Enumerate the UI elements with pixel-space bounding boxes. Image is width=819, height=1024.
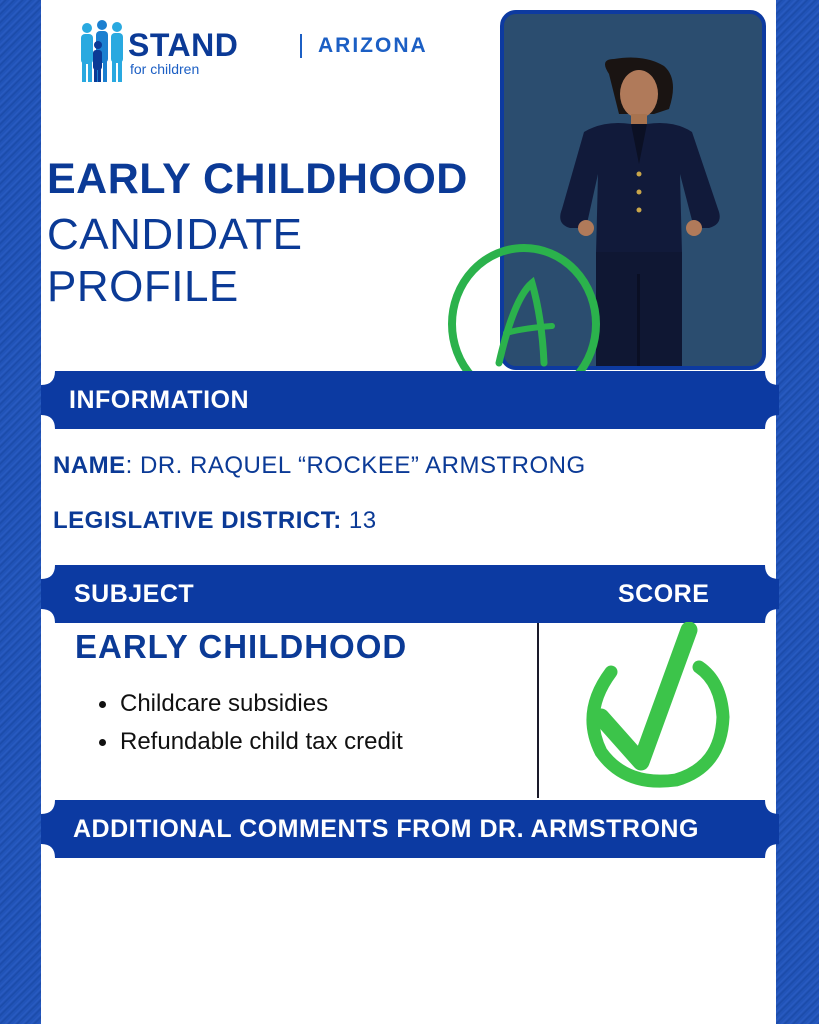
district-label: LEGISLATIVE DISTRICT:: [53, 507, 342, 534]
brand-tagline: for children: [130, 61, 200, 77]
candidate-name: [53, 452, 586, 480]
right-border: [776, 0, 819, 1024]
district-value: 13: [341, 507, 377, 534]
brand-name: STAND: [128, 27, 239, 63]
check-mark-icon: [571, 622, 731, 790]
subject-title: EARLY CHILDHOOD: [75, 628, 408, 665]
brand-logo: [78, 20, 438, 84]
profile-card: [41, 0, 776, 1024]
children-figures-icon: [78, 20, 128, 84]
name-label: NAME: [53, 452, 126, 479]
information-banner: [41, 371, 779, 429]
title-line-1: EARLY CHILDHOOD: [47, 155, 468, 203]
information-heading: INFORMATION: [69, 386, 250, 414]
brand-state: ARIZONA: [318, 34, 428, 57]
comments-banner: [41, 800, 779, 858]
list-item: Refundable child tax credit: [99, 725, 403, 763]
score-heading: SCORE: [618, 580, 710, 608]
list-item: Childcare subsidies: [99, 687, 403, 725]
legislative-district: [53, 507, 377, 535]
column-divider: [537, 623, 539, 798]
subject-items: [99, 687, 403, 763]
name-value: : DR. RAQUEL “ROCKEE” ARMSTRONG: [125, 452, 586, 479]
comments-heading: ADDITIONAL COMMENTS FROM DR. ARMSTRONG: [73, 815, 699, 843]
left-border: [0, 0, 41, 1024]
logo-divider: [300, 34, 302, 58]
subject-heading: SUBJECT: [74, 580, 195, 608]
title-line-3: PROFILE: [47, 262, 239, 311]
subject-score-banner: [41, 565, 779, 623]
title-line-2: CANDIDATE: [47, 210, 303, 259]
